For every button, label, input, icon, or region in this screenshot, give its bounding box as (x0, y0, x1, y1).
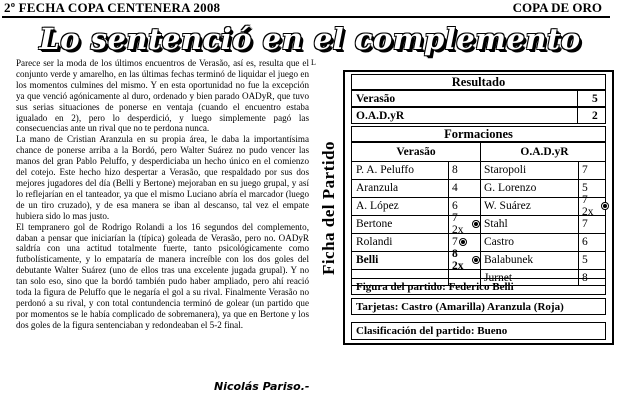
lineup-away-player (484, 251, 578, 269)
lineup-away-player-text: G. Lorenzo (484, 182, 537, 194)
result-team-away: O.A.D.yR (356, 109, 405, 122)
lineup-home-player (356, 215, 448, 233)
lineup-home-player-text: Belli (356, 254, 379, 266)
lineup-home-rating (452, 161, 480, 179)
side-label: Ficha del Partido (319, 140, 338, 275)
lineup-away-rating-text: 7 2x (582, 194, 594, 218)
result-divider (577, 108, 578, 123)
author-signature: Nicolás Pariso.- (214, 380, 310, 393)
result-title (351, 74, 606, 90)
match-sheet (343, 70, 614, 345)
lineup-home-player (356, 179, 448, 197)
lineup-away-player (484, 233, 578, 251)
corner-mark: L (311, 58, 316, 67)
lineup-home-rating (452, 212, 480, 236)
goal-ball-icon (472, 220, 480, 228)
lineup-away-rating (582, 215, 609, 233)
lineup-away-player (484, 179, 578, 197)
lineup-away-rating (582, 161, 609, 179)
lineup-home-rating-text: 8 2x (452, 248, 464, 272)
lineup-away-rating-text: 7 (582, 218, 588, 230)
lineup-home-player-text: Rolandi (356, 236, 393, 248)
lineup-away-rating (582, 233, 609, 251)
lineup-home-rating-text: 7 2x (452, 212, 464, 236)
lineups-title-text: Formaciones (444, 127, 513, 141)
lineup-home-player (356, 197, 448, 215)
lineup-home-player (356, 161, 448, 179)
side-label-box (315, 70, 343, 345)
lineup-home-rating-text: 6 (452, 200, 458, 212)
lineup-home-rating (452, 179, 480, 197)
lineup-away-player-text: Stahl (484, 218, 508, 230)
lineup-away-rating-text: 5 (582, 254, 588, 266)
result-row-away (351, 107, 606, 124)
article-headline: Lo sentenció en el complemento (39, 22, 581, 56)
lineup-home-player-text: P. A. Peluffo (356, 164, 414, 176)
lineup-away-player-text: Staropoli (484, 164, 527, 176)
goal-ball-icon (472, 256, 480, 264)
article-paragraph-1: Parece ser la moda de los últimos encuentros de Verasão, así es, resulta que el conjunto verde y amarelho, en las últimas fechas terminó de liquidar el juego en los momentos culmines del mismo. Y en esta oportunidad no fue la excepción ya que venció agónicamente al duro, ordenado y bien parado OADyR, que tuvo sus serias situaciones de ponerse en ventaja (cuando el encuentro estaba igualado en 2), pero lo desperdició, y luego simplemente pagó las consecuencias ante un rival que no te perdona nunca. (16, 58, 309, 134)
lineup-home-player (356, 233, 448, 251)
lineup-away-player-text: Jurnet (484, 272, 513, 284)
lineup-home-rating-text: 7 (452, 236, 458, 248)
lineup-away-player (484, 215, 578, 233)
away-team-header: O.A.D.yR (520, 146, 569, 158)
result-title-text: Resultado (451, 75, 506, 89)
lineups-title (351, 126, 606, 142)
lineup-away-player (484, 161, 578, 179)
lineup-away-player (484, 197, 578, 215)
lineup-away-rating-text: 6 (582, 236, 588, 248)
home-team-header: Verasão (396, 146, 436, 158)
lineup-away-rating-text: 7 (582, 164, 588, 176)
lineup-away-player-text: Castro (484, 236, 515, 248)
article-paragraph-3: El tempranero gol de Rodrigo Rolandi a los 16 segundos del complemento, daban a pensar que iniciarían la (típica) goleada de Verasão, pero no. OADyR saldría con una actitud totalmente fuerte, tanto psicológicamente como futbolísticamente, y lo empataría de manera increíble con los dos goles del debutante Walter Suárez (uno de ellos tras una excelente jugada grupal). Y no tan solo eso, sino que la bordó también pudo haber ampliado, pero ahí reació toda la figura de Peluffo que le negaría el gol a su rival. Finalmente Verasão no perdonó a su rival, y con total contundencia terminó de golear (un partido que por momentos se le había complicado de sobremanera), ya que en Bertone y los dos goles de la figura sentenciaban y redondeaban el 5-2 final. (16, 221, 309, 330)
lineup-home-player-text: Bertone (356, 218, 393, 230)
goal-ball-icon (459, 238, 467, 246)
result-team-home: Verasão (356, 92, 396, 105)
article-paragraph-2: La mano de Cristian Aranzula en su propia área, le daba la importantísima chance de ponerse arriba a la Bordó, pero Walter Suárez no pudo vencer las manos del gran Pablo Peluffo, y desperdiciaba un hecho único en el comienzo del cotejo. Este hecho hizo despertar a Verasão, que respaldado por sus dos mejores jugadores del día (Belli y Bertone) mejoraban en su juego grupal, y así lo reflejarían en el tanteador, ya que el mismo Luciano abría el marcador (luego de un tiro cruzado), y de esa manera se iban al descanso, tal vez el empate hubiera sido lo mas justo. (16, 134, 309, 221)
lineup-home-player (356, 251, 448, 269)
lineup-away-rating-text: 8 (582, 272, 588, 284)
lineups-grid (351, 142, 606, 286)
lineup-home-rating (452, 248, 480, 272)
clasificacion-row: Clasificación del partido: Bueno (351, 322, 606, 340)
lineup-home-rating-text: 8 (452, 164, 458, 176)
lineup-home-player-text: Aranzula (356, 182, 399, 194)
section-header: 2º FECHA COPA CENTENERA 2008 (4, 0, 221, 15)
lineup-home-rating-text: 4 (452, 182, 458, 194)
lineup-away-player-text: Balabunek (484, 254, 534, 266)
result-score-away: 2 (592, 109, 598, 122)
result-score-home: 5 (592, 92, 598, 105)
lineup-column-divider (480, 143, 481, 285)
tarjetas-row: Tarjetas: Castro (Amarilla) Aranzula (Roja) (351, 298, 606, 315)
figura-row: Figura del partido: Federico Belli (351, 278, 606, 295)
lineup-away-player-text: W. Suárez (484, 200, 531, 212)
lineup-away-rating (582, 194, 609, 218)
lineup-away-rating (582, 251, 609, 269)
header-divider (2, 16, 610, 18)
competition-label: COPA DE ORO (512, 0, 602, 15)
result-divider (577, 91, 578, 106)
lineup-home-player-text: A. López (356, 200, 399, 212)
goal-ball-icon (601, 202, 609, 210)
result-row-home (351, 90, 606, 107)
lineup-away-rating-text: 5 (582, 182, 588, 194)
article-body (16, 58, 309, 331)
